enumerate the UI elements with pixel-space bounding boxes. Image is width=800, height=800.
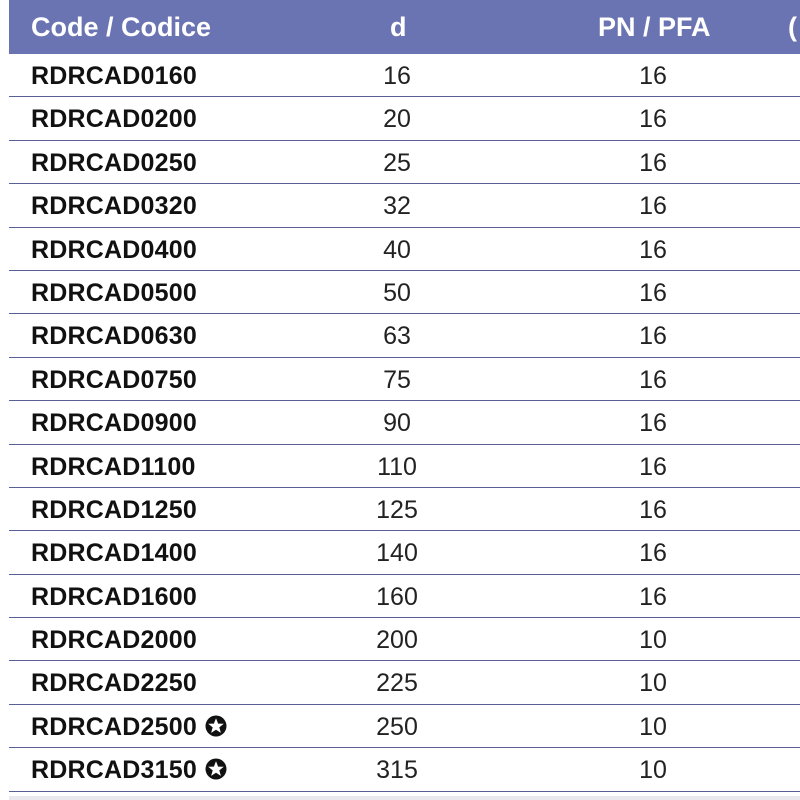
row-code-text: RDRCAD0320 [31,192,197,221]
table-row [9,748,800,791]
row-code [31,626,197,655]
row-d: 40 [383,235,411,264]
row-code-text: RDRCAD2000 [31,626,197,655]
row-pn-pfa: 16 [639,365,667,394]
row-code-text: RDRCAD0400 [31,235,197,264]
row-code [31,149,197,178]
row-pn-pfa: 16 [639,539,667,568]
row-pn-pfa: 16 [639,235,667,264]
header-code: Code / Codice [31,11,212,42]
table-row [9,618,800,661]
row-pn-pfa: 16 [639,452,667,481]
row-code-text: RDRCAD0630 [31,322,197,351]
table-row [9,184,800,227]
row-code [31,583,197,612]
row-pn-pfa: 16 [639,148,667,177]
row-pn-pfa: 16 [639,105,667,134]
table-row [9,531,800,574]
table-row [9,661,800,704]
table-row [9,141,800,184]
row-code-text: RDRCAD1250 [31,495,197,524]
row-code-text: RDRCAD0160 [31,62,197,90]
row-code [31,409,197,438]
row-code-text: RDRCAD0500 [31,278,197,307]
row-code [31,192,197,221]
table-body [9,54,800,792]
row-code-text: RDRCAD0900 [31,409,197,438]
table-row [9,271,800,314]
header-d: d [390,11,407,42]
row-code [31,62,197,91]
header-pn-pfa: PN / PFA [598,11,711,42]
row-d: 75 [383,365,411,394]
row-code [31,322,197,351]
row-d: 32 [383,192,411,221]
row-code [31,279,197,308]
star-circle-icon [205,758,227,787]
table-row [9,54,800,97]
row-d: 140 [376,539,418,568]
row-code [31,366,197,395]
row-d: 250 [376,712,418,741]
row-d: 16 [383,62,411,90]
row-code-text: RDRCAD2500 [31,712,197,741]
row-code-text: RDRCAD0200 [31,105,197,134]
header-extra: ( [788,11,797,42]
table-row [9,228,800,271]
row-pn-pfa: 16 [639,192,667,221]
row-pn-pfa: 10 [639,712,667,741]
row-d: 50 [383,278,411,307]
table-row [9,314,800,357]
row-d: 90 [383,409,411,438]
row-code-text: RDRCAD0750 [31,365,197,394]
table-header [9,0,800,54]
row-code [31,105,197,134]
table-row [9,488,800,531]
row-pn-pfa: 10 [639,669,667,698]
table-bottom-edge [9,796,800,800]
row-code-text: RDRCAD0250 [31,148,197,177]
row-d: 160 [376,582,418,611]
row-d: 110 [377,452,417,481]
row-pn-pfa: 16 [639,278,667,307]
row-pn-pfa: 16 [639,495,667,524]
row-d: 200 [376,626,418,655]
row-pn-pfa: 10 [639,756,667,785]
row-code-text: RDRCAD1400 [31,539,197,568]
table-row [9,575,800,618]
star-circle-icon [205,715,227,744]
row-d: 225 [376,669,418,698]
row-d: 63 [383,322,411,351]
row-pn-pfa: 10 [639,626,667,655]
row-code [31,236,197,265]
row-d: 315 [376,756,418,785]
row-code-text: RDRCAD3150 [31,756,197,785]
row-code-text: RDRCAD2250 [31,669,197,698]
row-code [31,756,227,787]
row-d: 125 [376,495,418,524]
table-row [9,97,800,140]
row-code-text: RDRCAD1100 [31,452,196,481]
row-code [31,669,197,698]
row-code-text: RDRCAD1600 [31,582,197,611]
row-code [31,713,227,744]
row-code [31,539,197,568]
row-pn-pfa: 16 [639,582,667,611]
table-row [9,445,800,488]
table-row [9,401,800,444]
table-row [9,705,800,748]
row-code [31,496,197,525]
row-code [31,453,196,482]
row-pn-pfa: 16 [639,409,667,438]
row-pn-pfa: 16 [639,62,667,90]
product-table [9,0,800,792]
table-row [9,358,800,401]
row-pn-pfa: 16 [639,322,667,351]
row-d: 25 [383,148,411,177]
row-d: 20 [383,105,411,134]
